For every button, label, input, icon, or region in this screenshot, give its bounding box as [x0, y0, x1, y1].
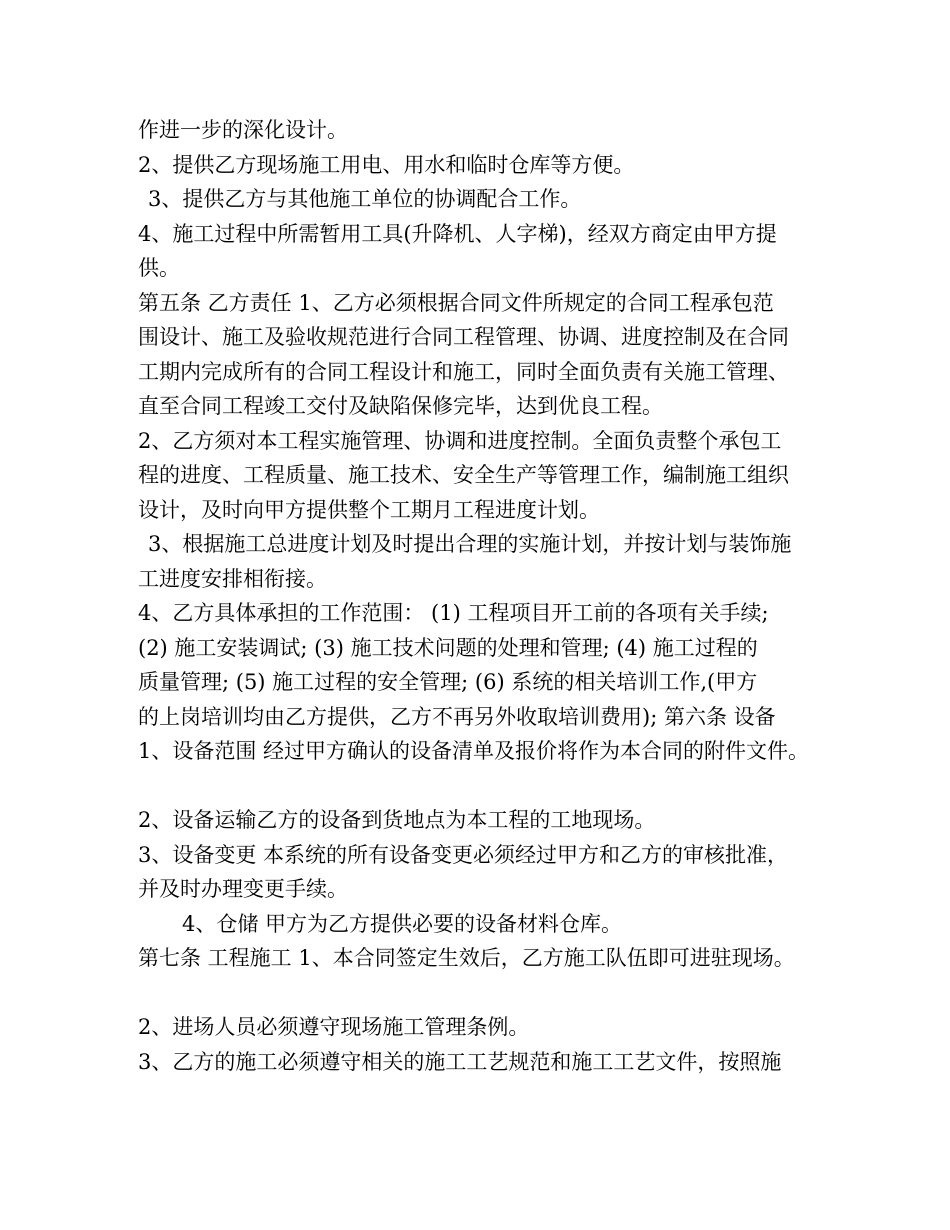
text-line-8: 工期内完成所有的合同工程设计和施工，同时全面负责有关施工管理、: [138, 359, 789, 384]
text-line-12: 设计，及时向甲方提供整个工期月工程进度计划。: [138, 497, 600, 522]
text-line-1: 作进一步的深化设计。: [138, 118, 348, 142]
text-line-3: 3、提供乙方与其他施工单位的协调配合工作。: [148, 187, 582, 211]
text-line-26: 3、乙方的施工必须遵守相关的施工工艺规范和施工工艺文件，按照施: [138, 1049, 782, 1074]
text-line-14: 工进度安排相衔接。: [138, 566, 327, 591]
text-line-25: 2、进场人员必须遵守现场施工管理条例。: [138, 1015, 530, 1039]
document-body: [138, 113, 828, 1079]
text-line-22: 并及时办理变更手续。: [138, 877, 348, 901]
text-line-4: 4、施工过程中所需暂用工具(升降机、人字梯)，经双方商定由甲方提: [138, 221, 777, 246]
text-line-18: 的上岗培训均由乙方提供，乙方不再另外收取培训费用); 第六条 设备: [138, 704, 776, 729]
text-line-24: 第七条 工程施工 1、本合同签定生效后，乙方施工队伍即可进驻现场。: [138, 946, 795, 970]
text-line-13: 3、根据施工总进度计划及时提出合理的实施计划，并按计划与装饰施: [148, 532, 792, 556]
text-line-21: 3、设备变更 本系统的所有设备变更必须经过甲方和乙方的审核批准，: [138, 842, 789, 867]
text-line-19: 1、设备范围 经过甲方确认的设备清单及报价将作为本合同的附件文件。: [138, 739, 810, 763]
blank-line-1: [138, 769, 828, 804]
text-line-15: 4、乙方具体承担的工作范围： (1) 工程项目开工前的各项有关手续;: [138, 601, 769, 625]
text-line-17: 质量管理; (5) 施工过程的安全管理; (6) 系统的相关培训工作,(甲方: [138, 670, 758, 694]
text-line-7: 围设计、施工及验收规范进行合同工程管理、协调、进度控制及在合同: [138, 325, 789, 349]
blank-line-2: [138, 976, 828, 1011]
text-line-9: 直至合同工程竣工交付及缺陷保修完毕，达到优良工程。: [138, 394, 663, 418]
text-line-10: 2、乙方须对本工程实施管理、协调和进度控制。全面负责整个承包工: [138, 428, 782, 453]
text-line-11: 程的进度、工程质量、施工技术、安全生产等管理工作，编制施工组织: [138, 463, 789, 487]
text-line-23: 4、仓储 甲方为乙方提供必要的设备材料仓库。: [182, 911, 623, 936]
text-line-6: 第五条 乙方责任 1、乙方必须根据合同文件所规定的合同工程承包范: [138, 290, 774, 315]
text-line-16: (2) 施工安装调试; (3) 施工技术问题的处理和管理; (4) 施工过程的: [138, 635, 758, 660]
text-line-20: 2、设备运输乙方的设备到货地点为本工程的工地现场。: [138, 808, 656, 832]
text-line-5: 供。: [138, 256, 180, 280]
text-line-2: 2、提供乙方现场施工用电、用水和临时仓库等方便。: [138, 152, 635, 177]
